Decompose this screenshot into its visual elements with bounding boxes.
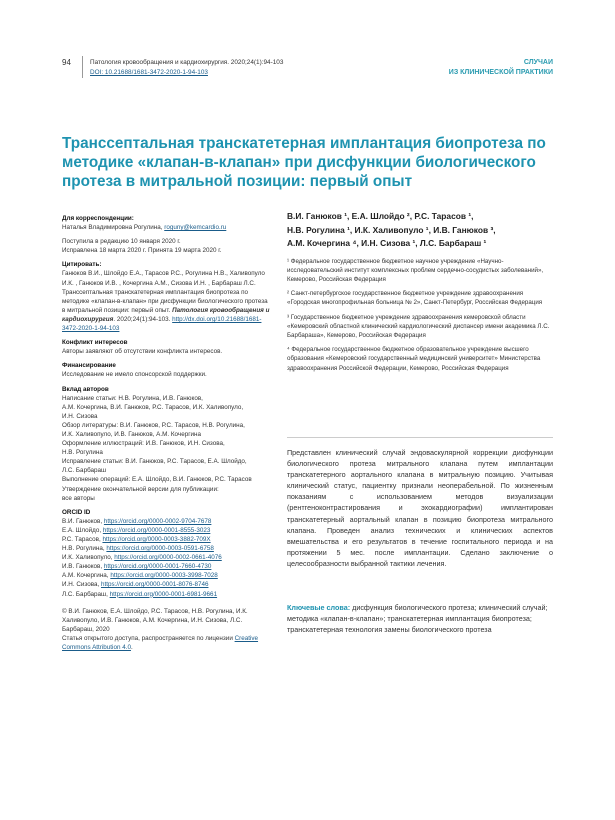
- orcid-block: [62, 508, 272, 599]
- contrib-line: все авторы: [62, 494, 95, 502]
- orcid-entry: [62, 517, 272, 526]
- contrib-line: Утверждение окончательной версии для публикации:: [62, 485, 219, 493]
- contrib-line: И.К. Халивопуло, И.В. Ганюков, А.М. Кочергина: [62, 430, 201, 438]
- orcid-link[interactable]: https://orcid.org/0000-0001-8076-8746: [100, 581, 209, 589]
- section-label: [449, 58, 553, 77]
- cite-journal: Патология кровообращения и кардиохирургия: [62, 306, 270, 323]
- keywords-label: Ключевые слова:: [287, 603, 351, 612]
- authors-line-1: В.И. Ганюков ¹, Е.А. Шлойдо ², Р.С. Тарасов ¹,: [287, 211, 474, 221]
- correspondence-heading: Для корреспонденции:: [62, 215, 134, 222]
- orcid-entry: [62, 535, 272, 544]
- funding: [62, 361, 272, 379]
- orcid-author: Р.С. Тарасов,: [62, 536, 103, 543]
- abstract: Представлен клинический случай эндоваскулярной коррекции дисфункции биологического протеза митрального клапана путем имплантации транскатетерного аортального клапана в митральную позицию. Учитывая клинический статус, пациентку признали неоперабельной. По жизненным показаниям с использованием методов визуализации (рентгеноконтрастирования и эхокардиографии) имплантирован транскатетерный аортальный клапан в позицию биопротеза митрального клапана. Проведен анализ технических и клинических аспектов вмешательства и его результатов в течение госпитального периода и на протяжении 5 мес. после имплантации. Сделано заключение о целесообразности выбранной тактики лечения.: [287, 448, 553, 568]
- contrib-line: Обзор литературы: В.И. Ганюков, Р.С. Тарасов, Н.В. Рогулина,: [62, 421, 245, 429]
- orcid-author: Е.А. Шлойдо,: [62, 526, 103, 534]
- orcid-link[interactable]: https://orcid.org/0000-0001-6981-9661: [109, 590, 218, 598]
- copyright-block: [62, 607, 272, 652]
- article-title: Транссептальная транскатетерная имплантация биопротеза по методике «клапан-в-клапан» при дисфункции биологического протеза в митральной позиции: первый опыт: [62, 135, 546, 190]
- coi-text: Авторы заявляют об отсутствии конфликта интересов.: [62, 348, 223, 356]
- cite-body: Ганюков В.И., Шлойдо Е.А., Тарасов Р.С., Рогулина Н.В., Халивопуло И.К. , Ганюков И.В. , Кочергина А.М., Сизова И.Н. , Барбараш Л.С. Транссептальная транскатетерная имплантация биопротеза по методике «клапан-в-клапан» при дисфункции биологического протеза в митральной позиции: первый опыт.: [62, 270, 268, 314]
- orcid-author: А.М. Кочергина,: [62, 572, 111, 580]
- author-contributions: [62, 385, 272, 503]
- orcid-author: И.К. Халивопуло,: [62, 554, 115, 562]
- orcid-entry: [62, 553, 272, 562]
- correspondence-block: [62, 214, 272, 232]
- cite-heading: Цитировать:: [62, 261, 102, 269]
- orcid-link[interactable]: https://orcid.org/0000-0003-0591-6758: [106, 545, 214, 553]
- orcid-entry: [62, 562, 272, 571]
- cite-block: [62, 260, 272, 333]
- cite-doi-link[interactable]: http://dx.doi.org/10.21688/1681-3472-2020-1-94-103: [62, 315, 262, 333]
- contrib-line: А.М. Кочергина, В.И. Ганюков, Р.С. Тарасов, И.К. Халивопуло,: [62, 403, 244, 411]
- conflict-of-interest: [62, 338, 272, 356]
- keywords-text: дисфункция биологического протеза; клинический случай; методика «клапан-в-клапан»; транскатетерная имплантация биопротеза; транскатетерная технология замены биологического протеза: [287, 603, 548, 634]
- cite-text: [62, 269, 272, 333]
- section-line-1: СЛУЧАИ: [523, 59, 553, 66]
- received-line-1: Поступила в редакцию 10 января 2020 г.: [62, 238, 181, 246]
- orcid-author: Л.С. Барбараш,: [62, 590, 110, 598]
- doi-link[interactable]: DOI: 10.21688/1681-3472-2020-1-94-103: [90, 68, 208, 76]
- orcid-link[interactable]: https://orcid.org/0000-0001-8555-3023: [102, 526, 211, 534]
- keywords: [287, 602, 553, 635]
- orcid-entry: [62, 580, 272, 589]
- left-sidebar: [62, 214, 272, 657]
- section-line-2: ИЗ КЛИНИЧЕСКОЙ ПРАКТИКИ: [448, 68, 553, 76]
- orcid-author: Н.В. Рогулина,: [62, 545, 107, 553]
- orcid-entry: [62, 544, 272, 553]
- journal-header: [90, 58, 283, 77]
- orcid-entry: [62, 590, 272, 599]
- cite-tail: . 2020;24(1):94-103.: [113, 315, 173, 323]
- affiliation-2: ² Санкт-петербургское государственное бюджетное учреждение здравоохранения «Городская многопрофильная больница № 2», Санкт-Петербург, Российская Федерация: [287, 290, 543, 307]
- contrib-line: Исправление статьи: В.И. Ганюков, Р.С. Тарасов, Е.А. Шлойдо,: [62, 458, 247, 466]
- correspondence-name: Наталья Владимировна Рогулина,: [62, 224, 165, 232]
- license-link[interactable]: Creative Commons Attribution 4.0: [62, 634, 259, 652]
- contrib-line: Н.В. Рогулина: [62, 449, 103, 457]
- affiliation-3: ³ Государственное бюджетное учреждение здравоохранения кемеровской области «Кемеровский областной клинический кардиологический диспансер имени академика Л.С. Барбараша», Кемерово, Российская Федерация: [287, 313, 550, 339]
- funding-text: Исследование не имело спонсорской поддержки.: [62, 371, 207, 379]
- affiliation-1: ¹ Федеральное государственное бюджетное научное учреждение «Научно-исследовательский институт комплексных проблем сердечно-сосудистых заболеваний», Кемерово, Российская Федерация: [287, 257, 544, 283]
- contrib-line: Выполнение операций: Е.А. Шлойдо, В.И. Ганюков, Р.С. Тарасов: [62, 476, 252, 484]
- correspondence-contact: [62, 223, 272, 232]
- orcid-author: И.В. Ганюков,: [62, 563, 104, 571]
- contrib-line: Оформление иллюстраций: И.В. Ганюков, И.Н. Сизова,: [62, 440, 225, 448]
- authors-line-2: Н.В. Рогулина ¹, И.К. Халивопуло ¹, И.В. Ганюков ³,: [287, 224, 496, 235]
- affiliation-4: ⁴ Федеральное государственное бюджетное образовательное учреждение высшего образования «Кемеровский государственный медицинский университет» Министерства здравоохранения Российской Федерации, Кемерово, Российская Федерация: [287, 346, 541, 372]
- page-number: 94: [62, 58, 71, 67]
- funding-heading: Финансирование: [62, 362, 116, 370]
- orcid-link[interactable]: https://orcid.org/0000-0003-3998-7028: [110, 572, 218, 580]
- correspondence-email-link[interactable]: roguny@kemcardio.ru: [164, 224, 227, 232]
- orcid-link[interactable]: https://orcid.org/0000-0001-7660-4730: [103, 563, 212, 571]
- contrib-line: И.Н. Сизова: [62, 412, 98, 420]
- license-end: .: [130, 644, 133, 652]
- orcid-author: И.Н. Сизова,: [62, 581, 101, 589]
- contrib-line: Написание статьи: Н.В. Рогулина, И.В. Ганюков,: [62, 394, 203, 402]
- contributions-heading: Вклад авторов: [62, 385, 109, 393]
- coi-heading: Конфликт интересов: [62, 339, 128, 347]
- author-list: [287, 210, 553, 251]
- copyright-text: © В.И. Ганюков, Е.А. Шлойдо, Р.С. Тарасов, Н.В. Рогулина, И.К. Халивопуло, И.В. Ганюков, А.М. Кочергина, И.Н. Сизова, Л.С. Барбараш, 2020: [62, 607, 248, 633]
- header-divider: [82, 56, 83, 78]
- right-column: [287, 210, 553, 378]
- contrib-line: Л.С. Барбараш: [62, 467, 107, 475]
- orcid-author: В.И. Ганюков,: [62, 517, 104, 525]
- orcid-link[interactable]: https://orcid.org/0000-0003-3882-709X: [102, 536, 211, 543]
- orcid-entry: [62, 571, 272, 580]
- abstract-divider: [287, 437, 553, 438]
- received-dates: [62, 237, 272, 255]
- orcid-entry: [62, 526, 272, 535]
- authors-line-3: А.М. Кочергина ⁴, И.Н. Сизова ¹, Л.С. Барбараш ¹: [287, 238, 487, 248]
- license-text: Статья открытого доступа, распространяется по лицензии: [62, 634, 235, 642]
- license-line: [62, 634, 272, 652]
- orcid-link[interactable]: https://orcid.org/0000-0002-9704-7678: [103, 517, 212, 525]
- journal-citation: Патология кровообращения и кардиохирургия. 2020;24(1):94-103: [90, 59, 284, 66]
- received-line-2: Исправлена 18 марта 2020 г. Принята 19 марта 2020 г.: [62, 247, 222, 255]
- orcid-heading: ORCID ID: [62, 508, 91, 516]
- orcid-link[interactable]: https://orcid.org/0000-0002-0661-4076: [114, 554, 222, 562]
